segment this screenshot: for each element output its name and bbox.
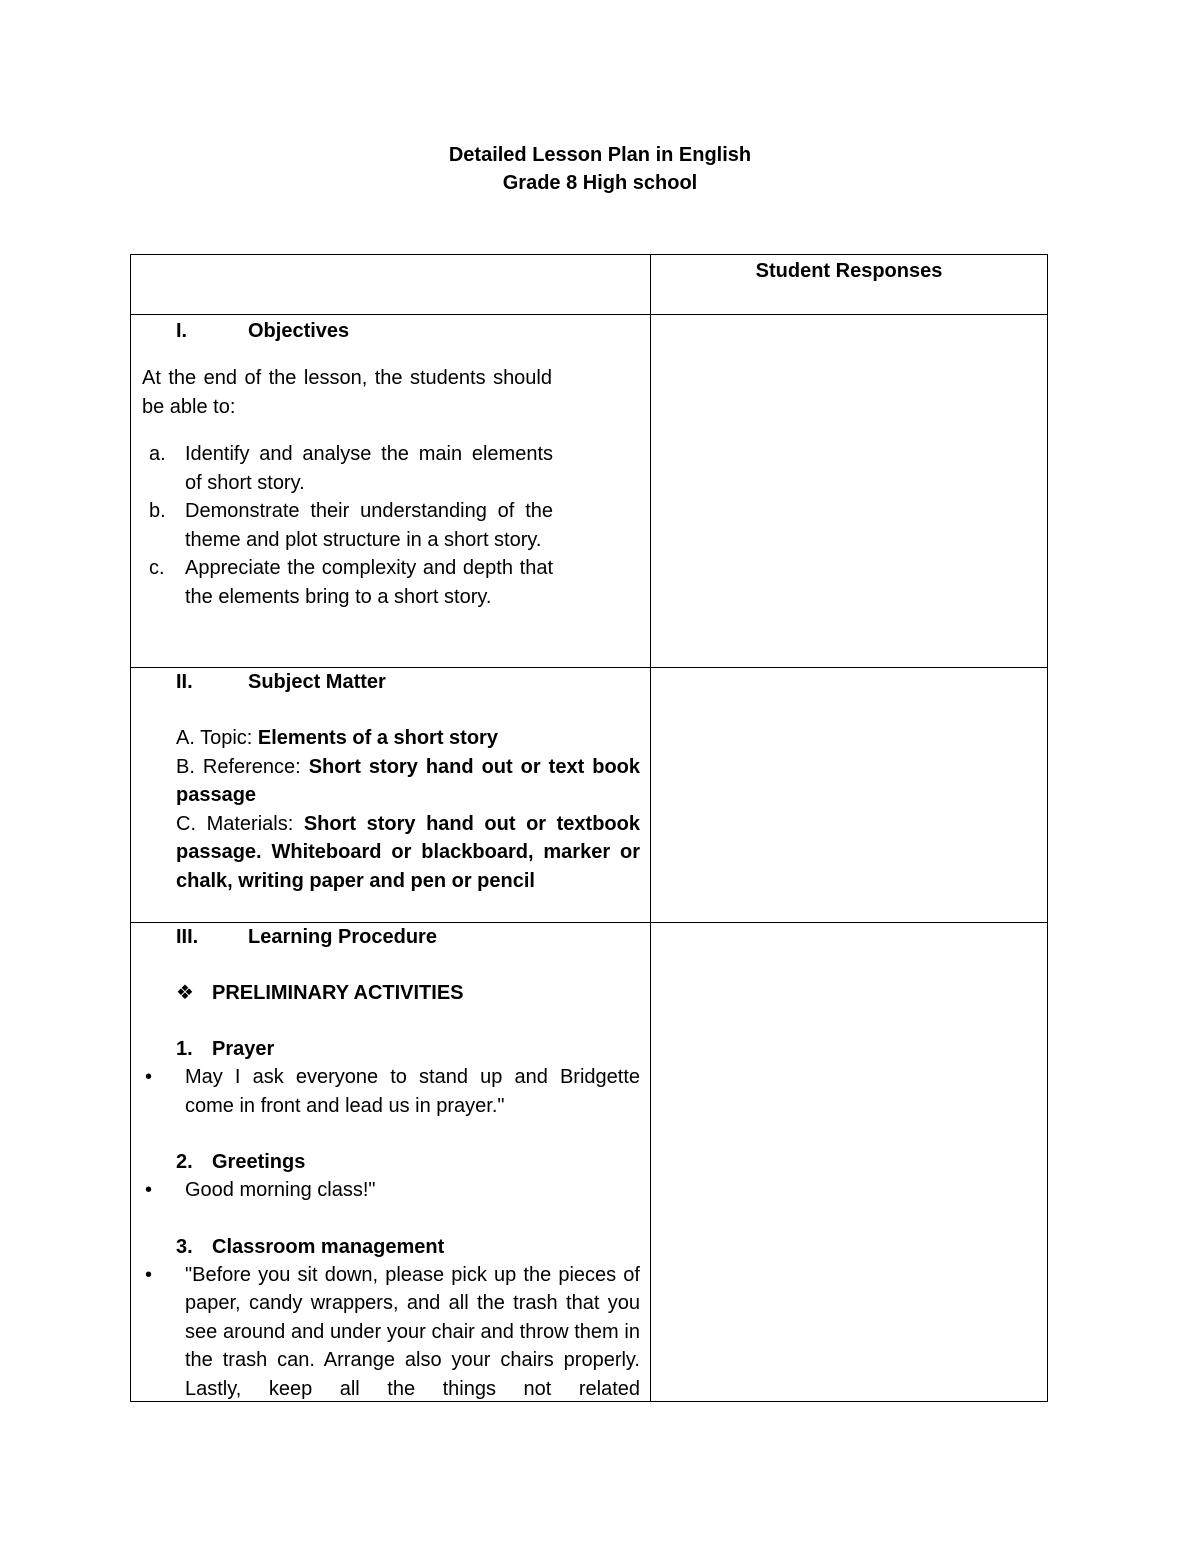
list-item-label: c.	[149, 557, 165, 579]
table-header-row	[131, 255, 1048, 315]
learning-procedure-row	[131, 923, 1048, 1402]
lesson-plan-table	[130, 254, 1048, 1402]
learning-procedure-heading	[176, 923, 650, 951]
objectives-response-cell	[651, 315, 1048, 668]
step-number: 2.	[176, 1151, 193, 1173]
materials-label: C. Materials:	[176, 812, 304, 835]
objectives-numeral: I.	[176, 320, 188, 342]
step-heading	[176, 1035, 650, 1063]
reference-label: B. Reference:	[176, 755, 309, 778]
reference-value: Short story hand out or text book passage	[176, 755, 641, 806]
bullet-icon: •	[145, 1263, 153, 1286]
learning-procedure-cell	[131, 923, 651, 1402]
page-subtitle: Grade 8 High school	[502, 172, 698, 194]
step-number: 1.	[176, 1038, 193, 1060]
objectives-cell	[131, 315, 651, 668]
subject-matter-cell	[131, 668, 651, 923]
list-item-label: a.	[149, 443, 166, 465]
subject-matter-response-cell	[651, 668, 1048, 923]
topic-value: Elements of a short story	[257, 727, 498, 749]
subject-matter-numeral: II.	[176, 671, 193, 693]
subject-matter-row	[131, 668, 1048, 923]
learning-procedure-numeral: III.	[176, 926, 199, 948]
step-number: 3.	[176, 1235, 193, 1258]
bullet-item	[145, 1261, 640, 1402]
step-title: Classroom management	[212, 1235, 445, 1258]
list-item-text: Demonstrate their understanding of the theme and plot structure in a short story.	[185, 500, 553, 551]
objectives-heading	[176, 317, 650, 345]
list-item-text: Identify and analyse the main elements of short story.	[185, 443, 553, 494]
list-item-text: Appreciate the complexity and depth that the elements bring to a short story.	[185, 557, 553, 608]
subject-matter-title: Subject Matter	[248, 671, 386, 693]
objectives-title: Objectives	[248, 320, 350, 342]
objectives-intro: At the end of the lesson, the students should be able to:	[142, 367, 552, 418]
header-left-cell	[131, 255, 651, 315]
diamond-bullet-icon: ❖	[176, 982, 194, 1004]
preliminary-activities-label: PRELIMINARY ACTIVITIES	[212, 982, 464, 1004]
bullet-item	[145, 1063, 640, 1120]
topic-label: A. Topic:	[176, 727, 258, 749]
bullet-icon: •	[145, 1066, 153, 1088]
step-heading	[176, 1233, 650, 1261]
list-item	[149, 440, 553, 497]
objectives-list	[149, 440, 553, 611]
bullet-text: "Before you sit down, please pick up the pieces of paper, candy wrappers, and all the trash that you see around and under your chair and throw them in the trash can. Arrange also your chairs properly. Lastly, keep all the things not related	[185, 1263, 640, 1400]
materials-value: Short story hand out or textbook passage. Whiteboard or blackboard, marker or chalk, writing paper and pen or pencil	[176, 812, 640, 892]
learning-procedure-title: Learning Procedure	[248, 926, 437, 948]
subject-matter-heading	[176, 668, 650, 696]
list-item	[149, 497, 553, 554]
subject-matter-details	[176, 724, 640, 895]
step-heading	[176, 1148, 650, 1176]
student-responses-header: Student Responses	[651, 255, 1048, 315]
list-item	[149, 554, 553, 611]
bullet-text: Good morning class!"	[185, 1179, 376, 1201]
learning-procedure-response-cell	[651, 923, 1048, 1402]
bullet-icon: •	[145, 1179, 153, 1201]
step-title: Greetings	[212, 1151, 306, 1173]
list-item-label: b.	[149, 500, 166, 522]
bullet-text: May I ask everyone to stand up and Bridgette come in front and lead us in prayer."	[185, 1066, 640, 1117]
preliminary-activities-heading	[176, 979, 650, 1007]
bullet-item	[145, 1176, 640, 1205]
step-title: Prayer	[212, 1038, 275, 1060]
objectives-row	[131, 315, 1048, 668]
page-title: Detailed Lesson Plan in English	[448, 144, 752, 166]
